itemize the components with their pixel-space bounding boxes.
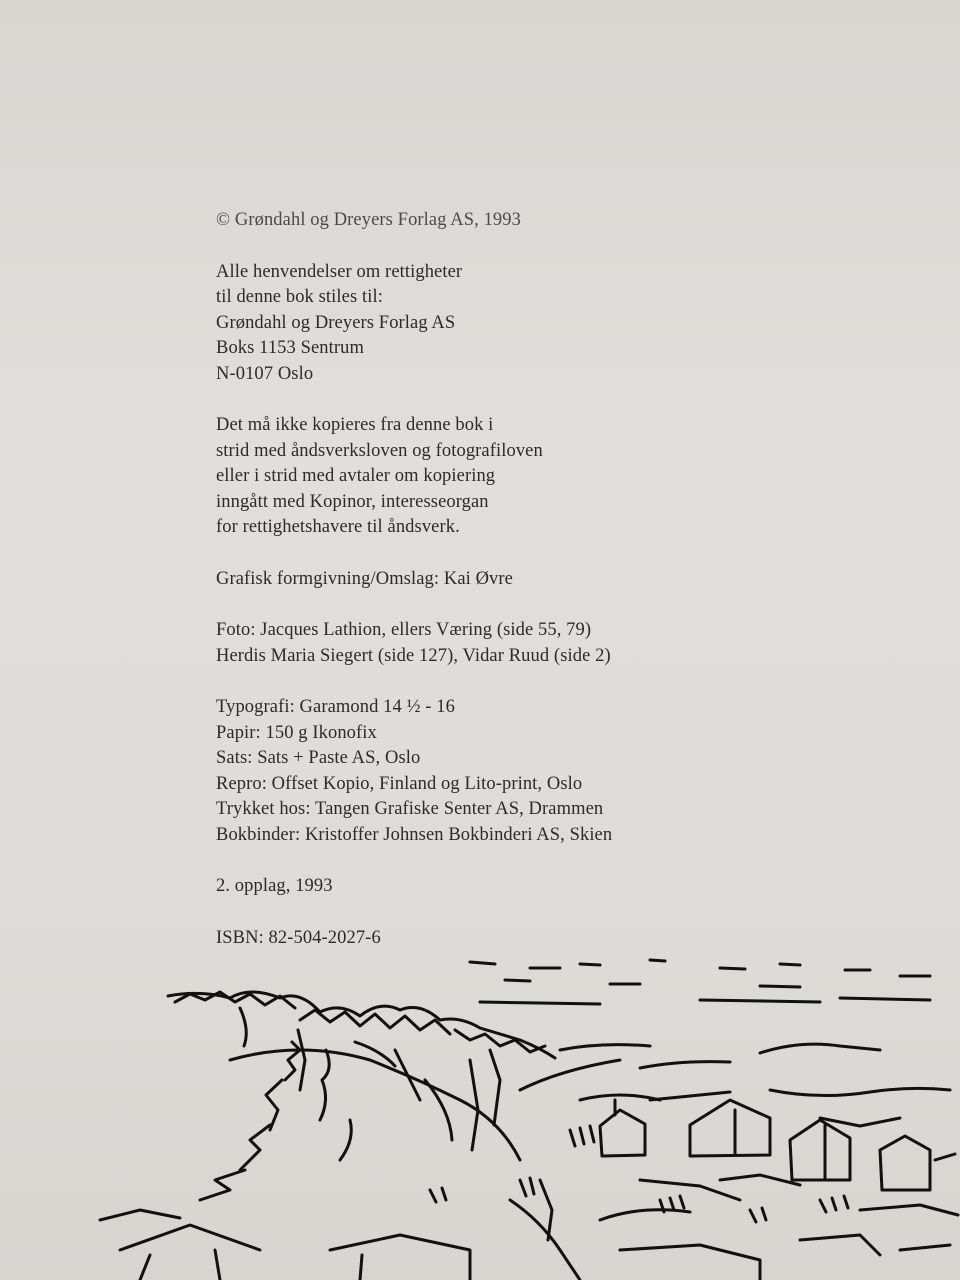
copyright-line: © Grøndahl og Dreyers Forlag AS, 1993	[216, 210, 521, 230]
copy-notice-line: strid med åndsverksloven og fotografiloven	[216, 440, 543, 461]
photo-credit-line: Herdis Maria Siegert (side 127), Vidar Ruud (side 2)	[216, 645, 611, 666]
edition-line: 2. opplag, 1993	[216, 876, 333, 896]
spacer	[216, 900, 776, 926]
spacer	[216, 387, 776, 413]
spacer	[216, 592, 776, 618]
design-credit: Grafisk formgivning/Omslag: Kai Øvre	[216, 568, 513, 589]
town-sketch-image	[0, 950, 960, 1280]
landscape-ink-drawing	[0, 950, 960, 1280]
isbn-line: ISBN: 82-504-2027-6	[216, 927, 381, 948]
production-credits	[216, 695, 776, 848]
spacer	[216, 848, 776, 874]
typesetting-line: Sats: Sats + Paste AS, Oslo	[216, 748, 421, 768]
rights-line: Alle henvendelser om rettigheter	[216, 261, 463, 282]
copy-notice-line: for rettighetshavere til åndsverk.	[216, 517, 460, 537]
copy-notice-line: Det må ikke kopieres fra denne bok i	[216, 415, 494, 435]
copy-notice	[216, 413, 776, 541]
publisher-address: Boks 1153 Sentrum	[216, 338, 364, 358]
publisher-name: Grøndahl og Dreyers Forlag AS	[216, 312, 456, 333]
rights-block	[216, 260, 776, 388]
photo-credit-line: Foto: Jacques Lathion, ellers Væring (side 55, 79)	[216, 620, 592, 640]
publisher-postcode: N-0107 Oslo	[216, 363, 314, 384]
copy-notice-line: eller i strid med avtaler om kopiering	[216, 466, 496, 486]
rights-line: til denne bok stiles til:	[216, 287, 383, 307]
typography-line: Typografi: Garamond 14 ½ - 16	[216, 697, 455, 717]
spacer	[216, 541, 776, 567]
printer-line: Trykket hos: Tangen Grafiske Senter AS, Drammen	[216, 799, 604, 819]
photo-credits	[216, 618, 776, 669]
copy-notice-line: inngått med Kopinor, interesseorgan	[216, 491, 489, 512]
repro-line: Repro: Offset Kopio, Finland og Lito-print, Oslo	[216, 773, 583, 794]
bookbinder-line: Bokbinder: Kristoffer Johnsen Bokbinderi AS, Skien	[216, 824, 613, 845]
spacer	[216, 669, 776, 695]
spacer	[216, 234, 776, 260]
colophon-text	[216, 208, 776, 951]
paper-line: Papir: 150 g Ikonofix	[216, 722, 377, 743]
